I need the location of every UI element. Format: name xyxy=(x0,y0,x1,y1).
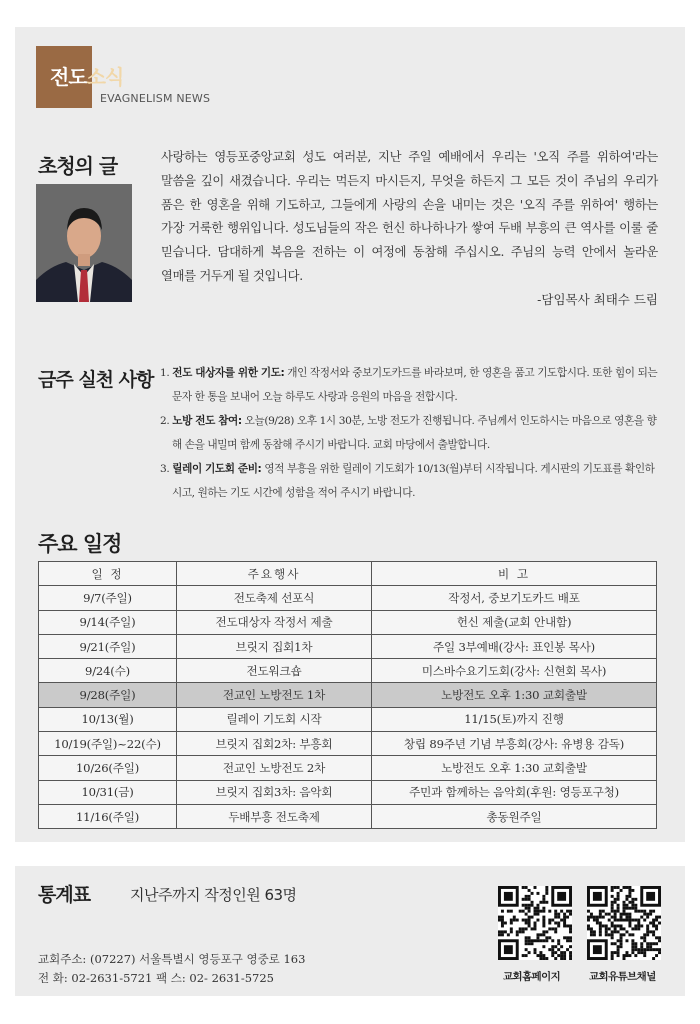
schedule-cell-date: 10/19(주일)~22(수) xyxy=(39,732,177,756)
schedule-header-note: 비 고 xyxy=(372,562,657,586)
logo-title-part1: 전도 xyxy=(50,65,87,89)
youtube-qr-code[interactable] xyxy=(587,886,661,960)
schedule-cell-event: 전도축제 선포식 xyxy=(177,586,372,610)
logo-subtitle: EVAGNELISM NEWS xyxy=(100,92,211,105)
practice-item-number: 1. xyxy=(160,367,170,379)
schedule-row xyxy=(39,707,657,731)
schedule-row xyxy=(39,683,657,707)
pastor-photo xyxy=(36,184,132,302)
invitation-title: 초청의 글 xyxy=(38,154,118,178)
practice-item-text: 오늘(9/28) 오후 1시 30분, 노방 전도가 진행됩니다. 주님께서 인도하시는 마음으로 영혼을 향해 손을 내밀며 함께 동참해 주시기 바랍니다. 교회 마당에서 출발합니다. xyxy=(172,415,657,451)
schedule-cell-event: 릴레이 기도회 시작 xyxy=(177,707,372,731)
practice-title: 금주 실천 사항 xyxy=(38,369,154,391)
youtube-qr-caption: 교회유튜브채널 xyxy=(589,971,656,983)
schedule-cell-date: 9/28(주일) xyxy=(39,683,177,707)
schedule-cell-date: 9/21(주일) xyxy=(39,634,177,658)
invitation-signature: -담임목사 최태수 드림 xyxy=(537,292,658,307)
schedule-cell-date: 10/31(금) xyxy=(39,780,177,804)
practice-item xyxy=(160,409,660,457)
practice-item xyxy=(160,457,660,505)
practice-item-number: 2. xyxy=(160,415,170,427)
stats-label: 통계표 xyxy=(38,884,91,906)
homepage-qr-caption: 교회홈페이지 xyxy=(503,971,561,983)
schedule-cell-date: 11/16(주일) xyxy=(39,804,177,828)
practice-item-text: 영적 부흥을 위한 릴레이 기도회가 10/13(월)부터 시작됩니다. 게시판의 기도표를 확인하시고, 원하는 기도 시간에 성함을 적어 주시기 바랍니다. xyxy=(172,463,655,499)
schedule-row xyxy=(39,756,657,780)
schedule-cell-note: 노방전도 오후 1:30 교회출발 xyxy=(372,683,657,707)
schedule-row xyxy=(39,732,657,756)
practice-item-heading: 릴레이 기도회 준비: xyxy=(172,463,262,475)
schedule-cell-date: 10/26(주일) xyxy=(39,756,177,780)
schedule-cell-event: 전도워크숍 xyxy=(177,659,372,683)
schedule-cell-event: 전도대상자 작정서 제출 xyxy=(177,610,372,634)
schedule-table xyxy=(38,561,657,829)
practice-item-number: 3. xyxy=(160,463,170,475)
schedule-cell-note: 창립 89주년 기념 부흥회(강사: 유병용 감독) xyxy=(372,732,657,756)
schedule-cell-note: 작정서, 중보기도카드 배포 xyxy=(372,586,657,610)
schedule-row xyxy=(39,634,657,658)
practice-item xyxy=(160,361,660,409)
schedule-cell-date: 10/13(월) xyxy=(39,707,177,731)
schedule-cell-event: 전교인 노방전도 2차 xyxy=(177,756,372,780)
schedule-header-date: 일 정 xyxy=(39,562,177,586)
schedule-cell-event: 브릿지 집회2차: 부흥회 xyxy=(177,732,372,756)
schedule-cell-date: 9/7(주일) xyxy=(39,586,177,610)
schedule-cell-note: 헌신 제출(교회 안내함) xyxy=(372,610,657,634)
logo-title-part2: 소식 xyxy=(86,65,124,89)
schedule-cell-note: 노방전도 오후 1:30 교회출발 xyxy=(372,756,657,780)
schedule-cell-event: 브릿지 집회3차: 음악회 xyxy=(177,780,372,804)
schedule-row xyxy=(39,804,657,828)
schedule-header-event: 주요행사 xyxy=(177,562,372,586)
homepage-qr-code[interactable] xyxy=(498,886,572,960)
schedule-cell-note: 미스바수요기도회(강사: 신현회 목사) xyxy=(372,659,657,683)
invitation-body: 사랑하는 영등포중앙교회 성도 여러분, 지난 주일 예배에서 우리는 '오직 주를 위하여'라는 말씀을 깊이 새겼습니다. 우리는 먹든지 마시든지, 무엇을 하든지 그 모든 것이 주님의 우리가 품은 한 영혼을 위해 기도하고, 그들에게 사랑의 손을 내미는 것은 '오직 주를 위하여' 행하는 가장 거룩한 행위입니다. 성도님들의 작은 헌신 하나하나가 쌓여 두배 부흥의 큰 역사를 이룰 줄 믿습니다. 담대하게 복음을 전하는 이 여정에 동참해 주십시오. 주님의 능력 안에서 놀라운 열매를 거두게 될 것입니다. xyxy=(161,150,658,283)
schedule-cell-note: 11/15(토)까지 진행 xyxy=(372,707,657,731)
schedule-cell-date: 9/24(수) xyxy=(39,659,177,683)
practice-item-heading: 전도 대상자를 위한 기도: xyxy=(172,367,285,379)
schedule-cell-note: 총동원주일 xyxy=(372,804,657,828)
logo-title xyxy=(50,61,123,90)
schedule-row xyxy=(39,610,657,634)
schedule-cell-event: 전교인 노방전도 1차 xyxy=(177,683,372,707)
practice-list xyxy=(160,361,660,505)
schedule-row xyxy=(39,586,657,610)
schedule-cell-event: 브릿지 집회1차 xyxy=(177,634,372,658)
church-address: 교회주소: (07227) 서울특별시 영등포구 영중로 163 xyxy=(38,952,306,966)
practice-item-heading: 노방 전도 참여: xyxy=(172,415,242,427)
schedule-row xyxy=(39,780,657,804)
schedule-title: 주요 일정 xyxy=(38,532,122,556)
schedule-cell-note: 주일 3부예배(강사: 표인봉 목사) xyxy=(372,634,657,658)
schedule-header-row xyxy=(39,562,657,586)
schedule-row xyxy=(39,659,657,683)
schedule-cell-date: 9/14(주일) xyxy=(39,610,177,634)
church-phone-fax: 전 화: 02-2631-5721 팩 스: 02- 2631-5725 xyxy=(38,971,274,985)
stats-text: 지난주까지 작정인원 63명 xyxy=(130,886,297,904)
schedule-cell-event: 두배부흥 전도축제 xyxy=(177,804,372,828)
schedule-cell-note: 주민과 함께하는 음악회(후원: 영등포구청) xyxy=(372,780,657,804)
practice-item-text: 개인 작정서와 중보기도카드를 바라보며, 한 영혼을 품고 기도합시다. 또한 힘이 되는 문자 한 통을 보내어 오늘 하루도 사랑과 응원의 마음을 전합시다. xyxy=(172,367,658,403)
